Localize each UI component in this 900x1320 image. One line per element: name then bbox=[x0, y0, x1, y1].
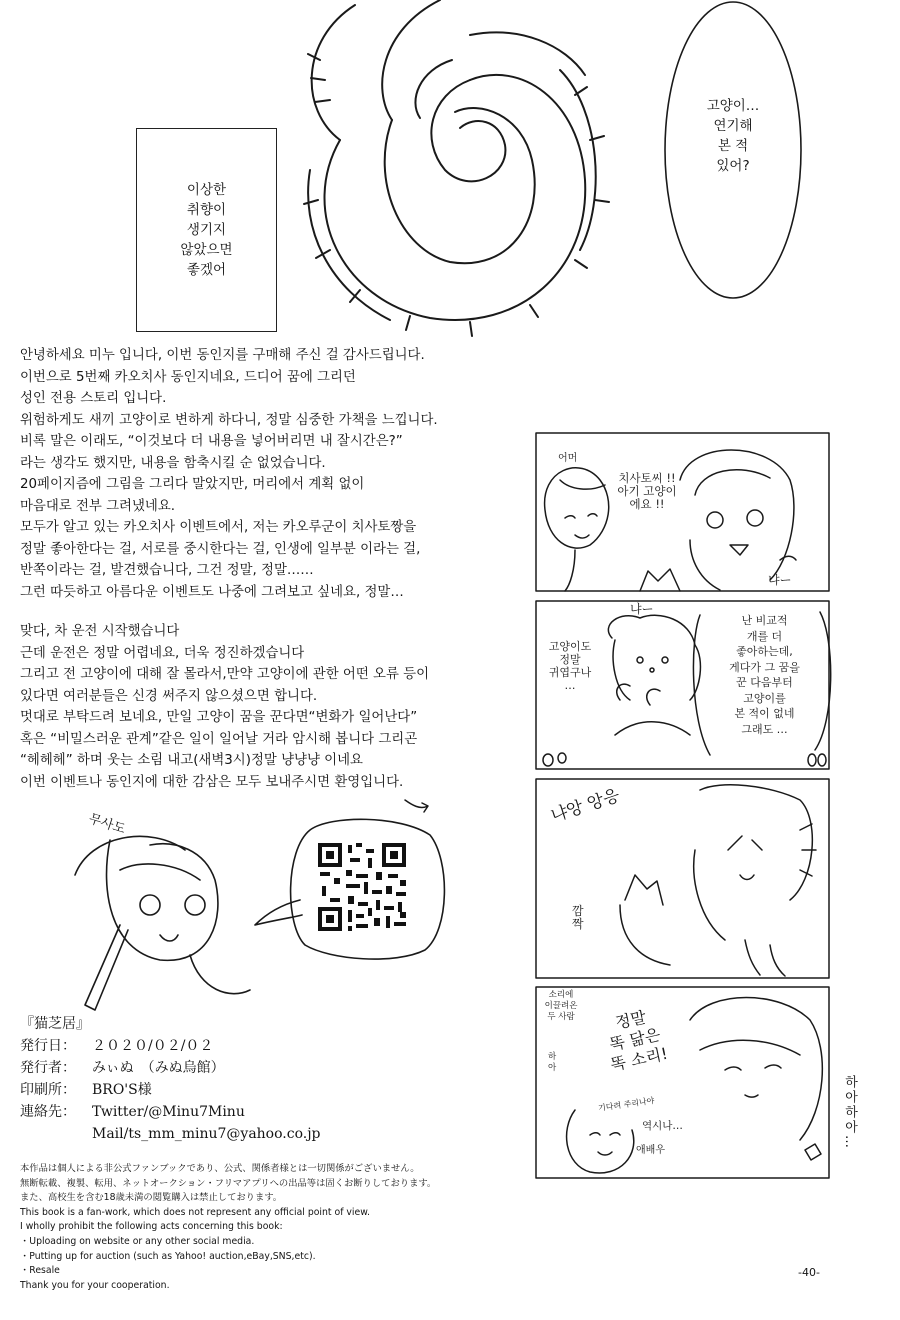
comic-p4-ha: 하 아 bbox=[548, 1052, 557, 1073]
cat-tail-drawing bbox=[304, 0, 609, 336]
self-portrait-doodle bbox=[75, 836, 250, 1010]
notice-line: I wholly prohibit the following acts concerning this book: bbox=[20, 1221, 283, 1233]
side-laugh-text: 하아하아… bbox=[842, 1075, 857, 1150]
colophon-label: 発行日： bbox=[20, 1038, 76, 1054]
message-line: 위험하게도 새끼 고양이로 변하게 하다니, 정말 심중한 가책을 느낍니다. bbox=[20, 412, 438, 428]
message-line: 맞다, 차 운전 시작했습니다 bbox=[20, 624, 180, 639]
colophon-row bbox=[20, 1123, 321, 1145]
message-line: 라는 생각도 했지만, 내용을 함축시킬 순 없었습니다. bbox=[20, 455, 326, 471]
colophon-value: ２０２０/０２/０２ bbox=[92, 1038, 214, 1054]
page-number: -40- bbox=[798, 1266, 820, 1279]
colophon-label-spacer bbox=[20, 1123, 92, 1145]
message-line: 20페이지즘에 그림을 그리다 말았지만, 머리에서 계획 없이 bbox=[20, 477, 365, 492]
comic-p4-bottom1: 역시나… bbox=[642, 1120, 683, 1132]
notice-line: また、高校生を含む18歳未満の閲覧購入は禁止しております。 bbox=[20, 1192, 283, 1204]
colophon-value: BRO'S様 bbox=[92, 1082, 152, 1098]
comic-p1-top: 어머 bbox=[558, 453, 578, 464]
speech-bubble-text: 고양이… 연기해 본 적 있어? bbox=[706, 98, 760, 174]
comic-p4-sub: 기다려 주리나야 bbox=[597, 1096, 655, 1113]
colophon-value: みぃぬ （みぬ烏館） bbox=[92, 1060, 225, 1076]
narration-box bbox=[136, 128, 277, 332]
comic-p4-bottom2: 애배우 bbox=[636, 1145, 665, 1156]
comic-p2-right: 난 비교적 개를 더 좋아하는데, 게다가 그 꿈을 꾼 다음부터 고양이를 본 적이 없네 그래도 … bbox=[729, 614, 800, 736]
qr-code-icon bbox=[318, 843, 406, 931]
message-line: 근데 운전은 정말 어렵네요, 더욱 정진하겠습니다 bbox=[20, 645, 305, 661]
book-title: 『猫芝居』 bbox=[20, 1016, 90, 1032]
message-line: 멋대로 부탁드려 보네요, 만일 고양이 꿈을 꾼다면“변화가 일어난다” bbox=[20, 710, 418, 725]
narration-text: 이상한 취향이 생기지 않았으면 좋겠어 bbox=[180, 182, 233, 278]
colophon-row bbox=[20, 1035, 321, 1057]
message-line: 이번 이벤트나 동인지에 대한 감삼은 모두 보내주시면 환영입니다. bbox=[20, 774, 404, 790]
notice-line: ・Resale bbox=[20, 1265, 60, 1277]
message-line: 반쪽이라는 걸, 발견했습니다, 그건 정말, 정말…… bbox=[20, 563, 314, 578]
comic-p1-meow: 냐ー bbox=[768, 573, 792, 587]
colophon-label: 連絡先： bbox=[20, 1104, 76, 1120]
self-portrait-label: 무사도 bbox=[86, 811, 128, 838]
message-line: 비록 말은 이래도, “이것보다 더 내용을 넣어버리면 내 잘시간은?” bbox=[20, 434, 403, 449]
colophon-value: Twitter/@Minu7Minu bbox=[92, 1104, 245, 1120]
afterword-message bbox=[20, 345, 520, 793]
message-line: 안녕하세요 미누 입니다, 이번 동인지를 구매해 주신 걸 감사드립니다. bbox=[20, 348, 425, 363]
comic-panel-3-art bbox=[620, 785, 816, 976]
arrow-scribble bbox=[405, 800, 428, 812]
message-line: 이번으로 5번째 카오치사 동인지네요, 드디어 꿈에 그리던 bbox=[20, 369, 356, 385]
message-line: 정말 좋아한다는 걸, 서로를 중시한다는 걸, 인생에 일부분 이라는 걸, bbox=[20, 541, 421, 557]
notice-line: 本作品は個人による非公式ファンブックであり、公式、関係者様とは一切関係がございません。 bbox=[20, 1163, 420, 1174]
message-line: 있다면 여러분들은 신경 써주지 않으셨으면 합니다. bbox=[20, 688, 318, 704]
message-line: 성인 전용 스토리 입니다. bbox=[20, 391, 167, 406]
comic-p4-big: 정말 똑 닮은 똑 소리! bbox=[607, 1007, 670, 1075]
notice-line: ・Putting up for auction (such as Yahoo! auction,eBay,SNS,etc). bbox=[20, 1250, 316, 1262]
colophon bbox=[20, 1013, 321, 1145]
message-line: “헤헤헤” 하며 웃는 소림 내고(새벽3시)정말 냥냥냥 이네요 bbox=[20, 753, 363, 768]
notice-line: ・Uploading on website or any other social media. bbox=[20, 1235, 255, 1247]
notice-line: This book is a fan-work, which does not represent any official point of view. bbox=[20, 1206, 370, 1218]
colophon-mail: Mail/ts_mm_minu7@yahoo.co.jp bbox=[92, 1126, 321, 1142]
colophon-row bbox=[20, 1079, 321, 1101]
message-line: 그리고 전 고양이에 대해 잘 몰라서,만약 고양이에 관한 어떤 오류 등이 bbox=[20, 667, 430, 682]
comic-p4-small: 소리에 이끌려온 두 사람 bbox=[544, 990, 578, 1022]
notice-line: 無断転載、複製、転用、ネットオークション・フリマアプリへの出品等は固くお断りしております。 bbox=[20, 1177, 437, 1189]
paragraph-gap bbox=[20, 603, 520, 621]
comic-p2-meow: 냐ー bbox=[630, 602, 654, 616]
comic-p2-left: 고양이도 정말 귀엽구나 … bbox=[548, 640, 592, 692]
notice-line: Thank you for your cooperation. bbox=[20, 1279, 170, 1291]
colophon-label: 発行者： bbox=[20, 1060, 76, 1076]
message-line: 혹은 “비밀스러운 관계”같은 일이 일어날 거라 암시해 봅니다 그리곤 bbox=[20, 731, 418, 747]
colophon-row bbox=[20, 1101, 321, 1123]
legal-notice bbox=[20, 1162, 540, 1293]
comic-p3-startle: 깜 짝 bbox=[572, 904, 584, 931]
message-line: 마음대로 전부 그려냈네요. bbox=[20, 498, 176, 514]
colophon-label: 印刷所： bbox=[20, 1082, 76, 1098]
colophon-row bbox=[20, 1057, 321, 1079]
message-line: 그런 따듯하고 아름다운 이벤트도 나중에 그려보고 싶네요, 정말… bbox=[20, 584, 404, 600]
message-line: 모두가 알고 있는 카오치사 이벤트에서, 저는 카오루군이 치사토짱을 bbox=[20, 520, 417, 535]
comic-p3-sound: 냐앙 앙응 bbox=[548, 785, 623, 827]
comic-p1-speech: 치사토씨 !! 아기 고양이 에요 !! bbox=[617, 471, 677, 511]
